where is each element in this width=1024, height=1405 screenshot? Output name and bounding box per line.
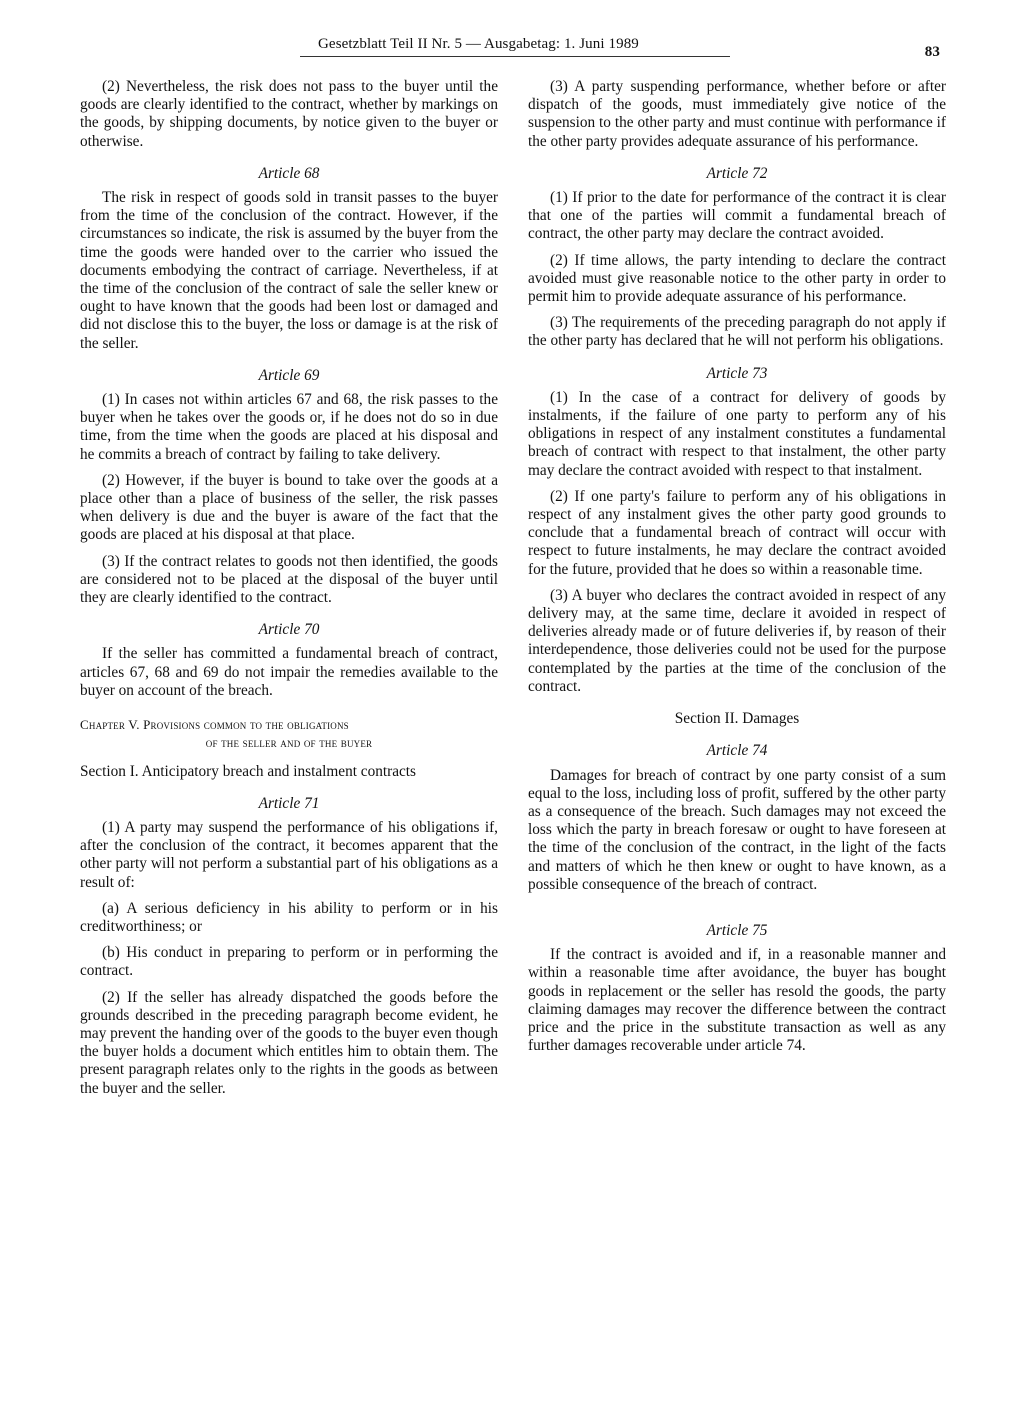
right-column: [528, 78, 946, 1063]
paragraph: (3) A party suspending performance, whether before or after dispatch of the goods, must immediately give notice of the suspension to the other party and must continue with performance if the other party provides adequate assurance of his performance.: [528, 78, 946, 150]
paragraph: (2) However, if the buyer is bound to take over the goods at a place other than a place of business of the seller, the risk passes when delivery is due and the buyer is aware of the fact that the goods are placed at his disposal at that place.: [80, 471, 498, 544]
paragraph: If the contract is avoided and if, in a reasonable manner and within a reasonable time after avoidance, the buyer has bought goods in replacement or the seller has resold the goods, the party claiming damages may recover the difference between the contract price and the price in the substitute transaction as well as any further damages recoverable under article 74.: [528, 946, 946, 1055]
paragraph: (3) A buyer who declares the contract avoided in respect of any delivery may, at the same time, declare it avoided in respect of deliveries already made or of future deliveries if, by reason of their interdependence, those deliveries could not be used for the purpose contemplated by the parties at the time of the conclusion of the contract.: [528, 586, 946, 695]
paragraph: The risk in respect of goods sold in transit passes to the buyer from the time of the conclusion of the contract. However, if the circumstances so indicate, the risk is assumed by the buyer from the time the goods were handed over to the carrier who issued the documents embodying the contract of carriage. Nevertheless, if at the time of the conclusion of the contract of sale the seller knew or ought to have known that the goods had been lost or damaged and did not disclose this to the buyer, the loss or damage is at the risk of the seller.: [80, 189, 498, 352]
chapter-heading: [80, 716, 498, 752]
page-number: 83: [924, 44, 940, 60]
chapter-heading-line: Chapter V. Provisions common to the obligations: [80, 717, 349, 733]
article-heading: Article 73: [706, 364, 768, 382]
paragraph: (2) If one party's failure to perform any of his obligations in respect of any instalment gives the other party good grounds to conclude that a fundamental breach of contract will occur with respect to future instalments, he may declare the contract avoided for the future, provided that he does so within a reasonable time.: [528, 487, 946, 578]
article-heading: Article 69: [258, 366, 320, 384]
paragraph: (1) If prior to the date for performance of the contract it is clear that one of the parties will commit a fundamental breach of contract, the other party may declare the contract avoided.: [528, 189, 946, 243]
header-rule: [300, 56, 730, 57]
article-heading: Article 71: [258, 794, 320, 812]
paragraph: (b) His conduct in preparing to perform or in performing the contract.: [80, 944, 498, 980]
paragraph: (2) Nevertheless, the risk does not pass to the buyer until the goods are clearly identified to the contract, whether by markings on the goods, by shipping documents, by notice given to the buyer or otherwise.: [80, 78, 498, 150]
left-column: [80, 78, 498, 1106]
paragraph: (3) The requirements of the preceding paragraph do not apply if the other party has declared that he will not perform his obligations.: [528, 314, 946, 350]
paragraph: (1) In cases not within articles 67 and 68, the risk passes to the buyer when he takes over the goods or, if he does not do so in due time, from the time when the goods are placed at his disposal and he commits a breach of contract by failing to take delivery.: [80, 391, 498, 463]
section-heading: Section II. Damages: [674, 710, 800, 728]
paragraph: (2) If the seller has already dispatched the goods before the grounds described in the preceding paragraph become evident, he may prevent the handing over of the goods to the buyer even though the buyer holds a document which entitles him to obtain them. The present paragraph relates only to the rights in the goods as between the buyer and the seller.: [80, 988, 499, 1097]
paragraph: (3) If the contract relates to goods not then identified, the goods are considered not to be placed at the disposal of the buyer until they are clearly identified to the contract.: [80, 552, 498, 607]
chapter-heading-line: of the seller and of the buyer: [205, 735, 373, 751]
paragraph: (1) In the case of a contract for delivery of goods by instalments, if the failure of one party to perform any of his obligations in respect of any instalment constitutes a fundamental breach of contract with respect to that instalment, the other party may declare the contract avoided with respect to that instalment.: [528, 388, 946, 479]
article-heading: Article 70: [258, 621, 320, 639]
paragraph: (2) If time allows, the party intending to declare the contract avoided must give reasonable notice to the other party in order to permit him to provide adequate assurance of his performance.: [528, 251, 946, 306]
article-heading: Article 72: [706, 164, 768, 182]
paragraph: (1) A party may suspend the performance of his obligations if, after the conclusion of the contract, it becomes apparent that the other party will not perform a substantial part of his obligations as a result of:: [80, 818, 498, 891]
running-title: Gesetzblatt Teil II Nr. 5 — Ausgabetag: 1. Juni 1989: [318, 36, 639, 52]
paragraph: Damages for breach of contract by one party consist of a sum equal to the loss, including loss of profit, suffered by the other party as a consequence of the breach. Such damages may not exceed the loss which the party in breach foresaw or ought to have foreseen at the time of the conclusion of the contract, in the light of the facts and matters of which he then knew or ought to have known, as a possible consequence of the breach of contract.: [528, 766, 946, 893]
paragraph: (a) A serious deficiency in his ability to perform or in his creditworthiness; or: [80, 899, 498, 935]
paragraph: If the seller has committed a fundamental breach of contract, articles 67, 68 and 69 do not impair the remedies available to the buyer on account of the breach.: [80, 645, 498, 699]
section-heading: Section I. Anticipatory breach and instalment contracts: [80, 762, 417, 780]
article-heading: Article 74: [706, 742, 768, 760]
article-heading: Article 75: [706, 921, 768, 939]
article-heading: Article 68: [258, 164, 320, 182]
